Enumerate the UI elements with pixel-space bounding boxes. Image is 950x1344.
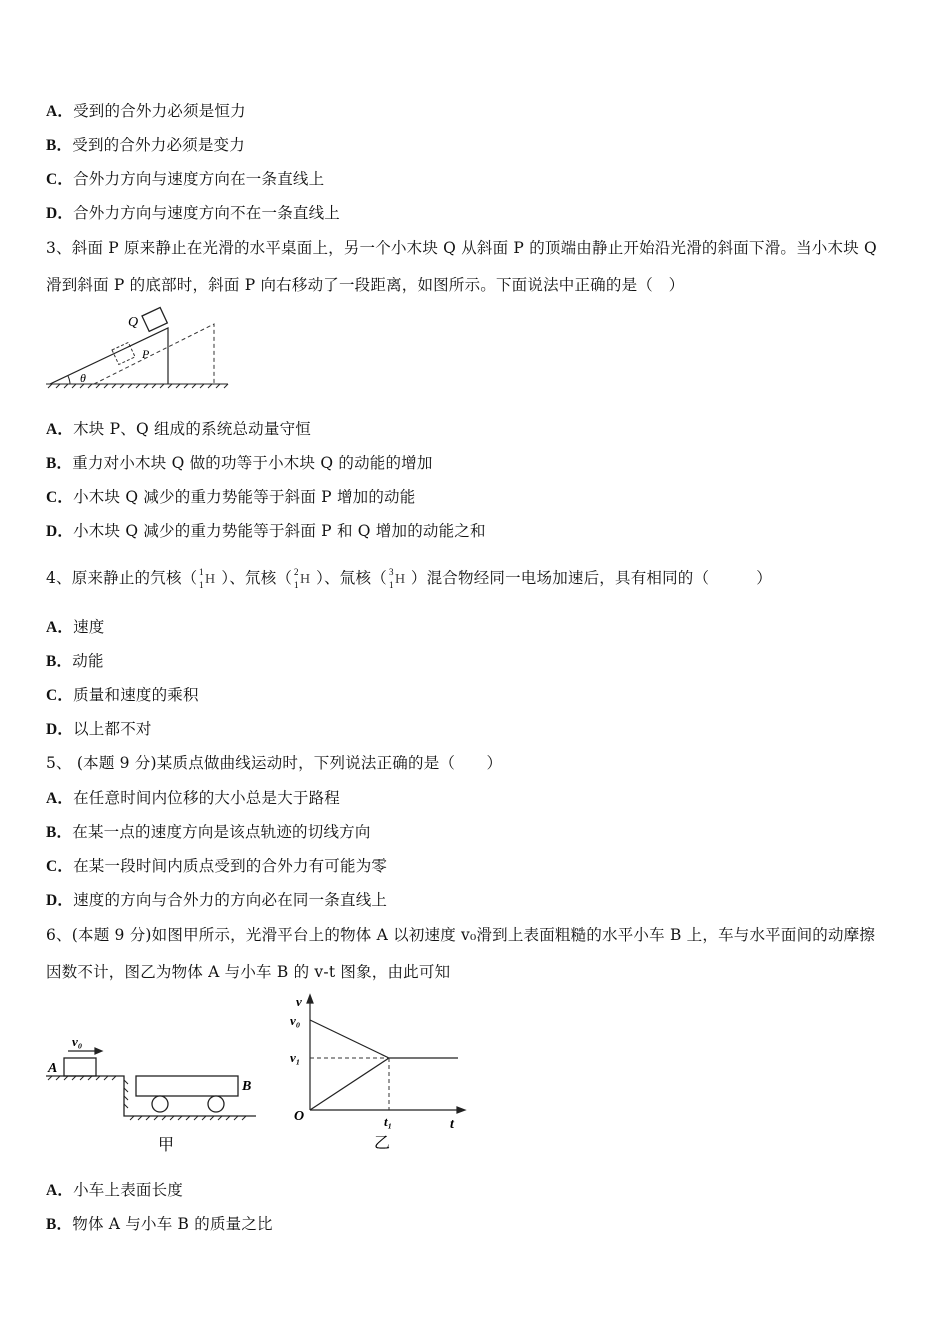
- label-b: B: [242, 1079, 252, 1094]
- label-v0-axis: v₀: [290, 1013, 301, 1028]
- q6-figure-yi: [284, 990, 474, 1154]
- q3-incline-figure: [44, 306, 234, 390]
- q2-option-b: B．受到的合外力必须是变力: [46, 136, 245, 154]
- svg-text:H: H: [205, 572, 216, 587]
- svg-text:1: 1: [199, 567, 205, 577]
- q4-option-a: A．速度: [46, 618, 105, 636]
- q3-stem-line2: 滑到斜面 P 的底部时，斜面 P 向右移动了一段距离，如图所示。下面说法中正确的是（ ）: [46, 276, 685, 294]
- theta-arc: [68, 376, 70, 384]
- q6-stem-line1: 6、(本题 9 分)如图甲所示，光滑平台上的物体 A 以初速度 v₀滑到上表面粗糙的水平小车 B 上，车与水平面间的动摩擦: [46, 926, 876, 944]
- axes: [307, 995, 465, 1113]
- svg-text:1: 1: [199, 580, 205, 590]
- isotope-h2: [292, 566, 316, 592]
- q2-option-a: A．受到的合外力必须是恒力: [46, 102, 246, 120]
- label-t1: t₁: [384, 1114, 393, 1129]
- ground-hatch: [46, 384, 228, 388]
- label-a: A: [48, 1061, 58, 1076]
- isotope-h1: [197, 566, 221, 592]
- isotope-h3: [387, 566, 411, 592]
- q6-option-a: A．小车上表面长度: [46, 1181, 183, 1199]
- q2-option-c: C．合外力方向与速度方向在一条直线上: [46, 170, 325, 188]
- q4-option-d: D．以上都不对: [46, 720, 152, 738]
- caption-jia: 甲: [158, 1135, 175, 1154]
- q6-option-b: B．物体 A 与小车 B 的质量之比: [46, 1215, 273, 1233]
- q3-option-d: D．小木块 Q 减少的重力势能等于斜面 P 和 Q 增加的动能之和: [46, 522, 486, 540]
- q5-stem: 5、 (本题 9 分)某质点做曲线运动时，下列说法正确的是（ ）: [46, 754, 503, 772]
- svg-text:2: 2: [294, 567, 299, 577]
- svg-text:1: 1: [294, 580, 299, 590]
- q5-option-c: C．在某一段时间内质点受到的合外力有可能为零: [46, 857, 388, 875]
- q5-option-d: D．速度的方向与合外力的方向必在同一条直线上: [46, 891, 388, 909]
- line-a: [310, 1020, 389, 1058]
- label-o: O: [294, 1109, 305, 1124]
- block-q: [142, 308, 167, 332]
- label-v0: v₀: [72, 1034, 83, 1049]
- q5-option-b: B．在某一点的速度方向是该点轨迹的切线方向: [46, 823, 371, 841]
- wheel-right: [208, 1096, 224, 1112]
- q6-figure-jia: [44, 1030, 268, 1154]
- svg-text:1: 1: [388, 580, 394, 590]
- q4-option-c: C．质量和速度的乘积: [46, 686, 199, 704]
- block-a: [64, 1058, 96, 1076]
- caption-yi: 乙: [374, 1133, 391, 1152]
- q2-option-d: D．合外力方向与速度方向不在一条直线上: [46, 204, 340, 222]
- q6-stem-line2: 因数不计，图乙为物体 A 与小车 B 的 v-t 图象，由此可知: [46, 963, 451, 981]
- q3-option-b: B．重力对小木块 Q 做的功等于小木块 Q 的动能的增加: [46, 454, 433, 472]
- label-v1: v₁: [290, 1050, 301, 1065]
- wheel-left: [152, 1096, 168, 1112]
- line-b: [310, 1058, 389, 1110]
- q4-stem: 4、原来静止的氕核（ 1 1 H ）、氘核（ 2 1 H ）、氚核（ 3 1 H ）混合物经同一电场加速后，具有相同的（ ）: [46, 567, 773, 590]
- label-theta: θ: [80, 371, 86, 385]
- q4-option-b: B．动能: [46, 652, 104, 670]
- label-q: Q: [128, 315, 139, 330]
- q3-option-c: C．小木块 Q 减少的重力势能等于斜面 P 增加的动能: [46, 488, 416, 506]
- svg-text:H: H: [394, 572, 406, 587]
- q3-option-a: A．木块 P、Q 组成的系统总动量守恒: [46, 420, 311, 438]
- svg-text:H: H: [300, 572, 311, 587]
- svg-text:3: 3: [388, 567, 394, 577]
- q3-stem-line1: 3、斜面 P 原来静止在光滑的水平桌面上，另一个小木块 Q 从斜面 P 的顶端由静止开始沿光滑的斜面下滑。当小木块 Q: [46, 239, 877, 257]
- label-p: P: [142, 347, 150, 361]
- label-t: t: [450, 1117, 454, 1132]
- q5-option-a: A．在任意时间内位移的大小总是大于路程: [46, 789, 340, 807]
- incline-solid: [50, 328, 168, 384]
- label-v: v: [296, 994, 302, 1009]
- cart-b: [136, 1076, 238, 1096]
